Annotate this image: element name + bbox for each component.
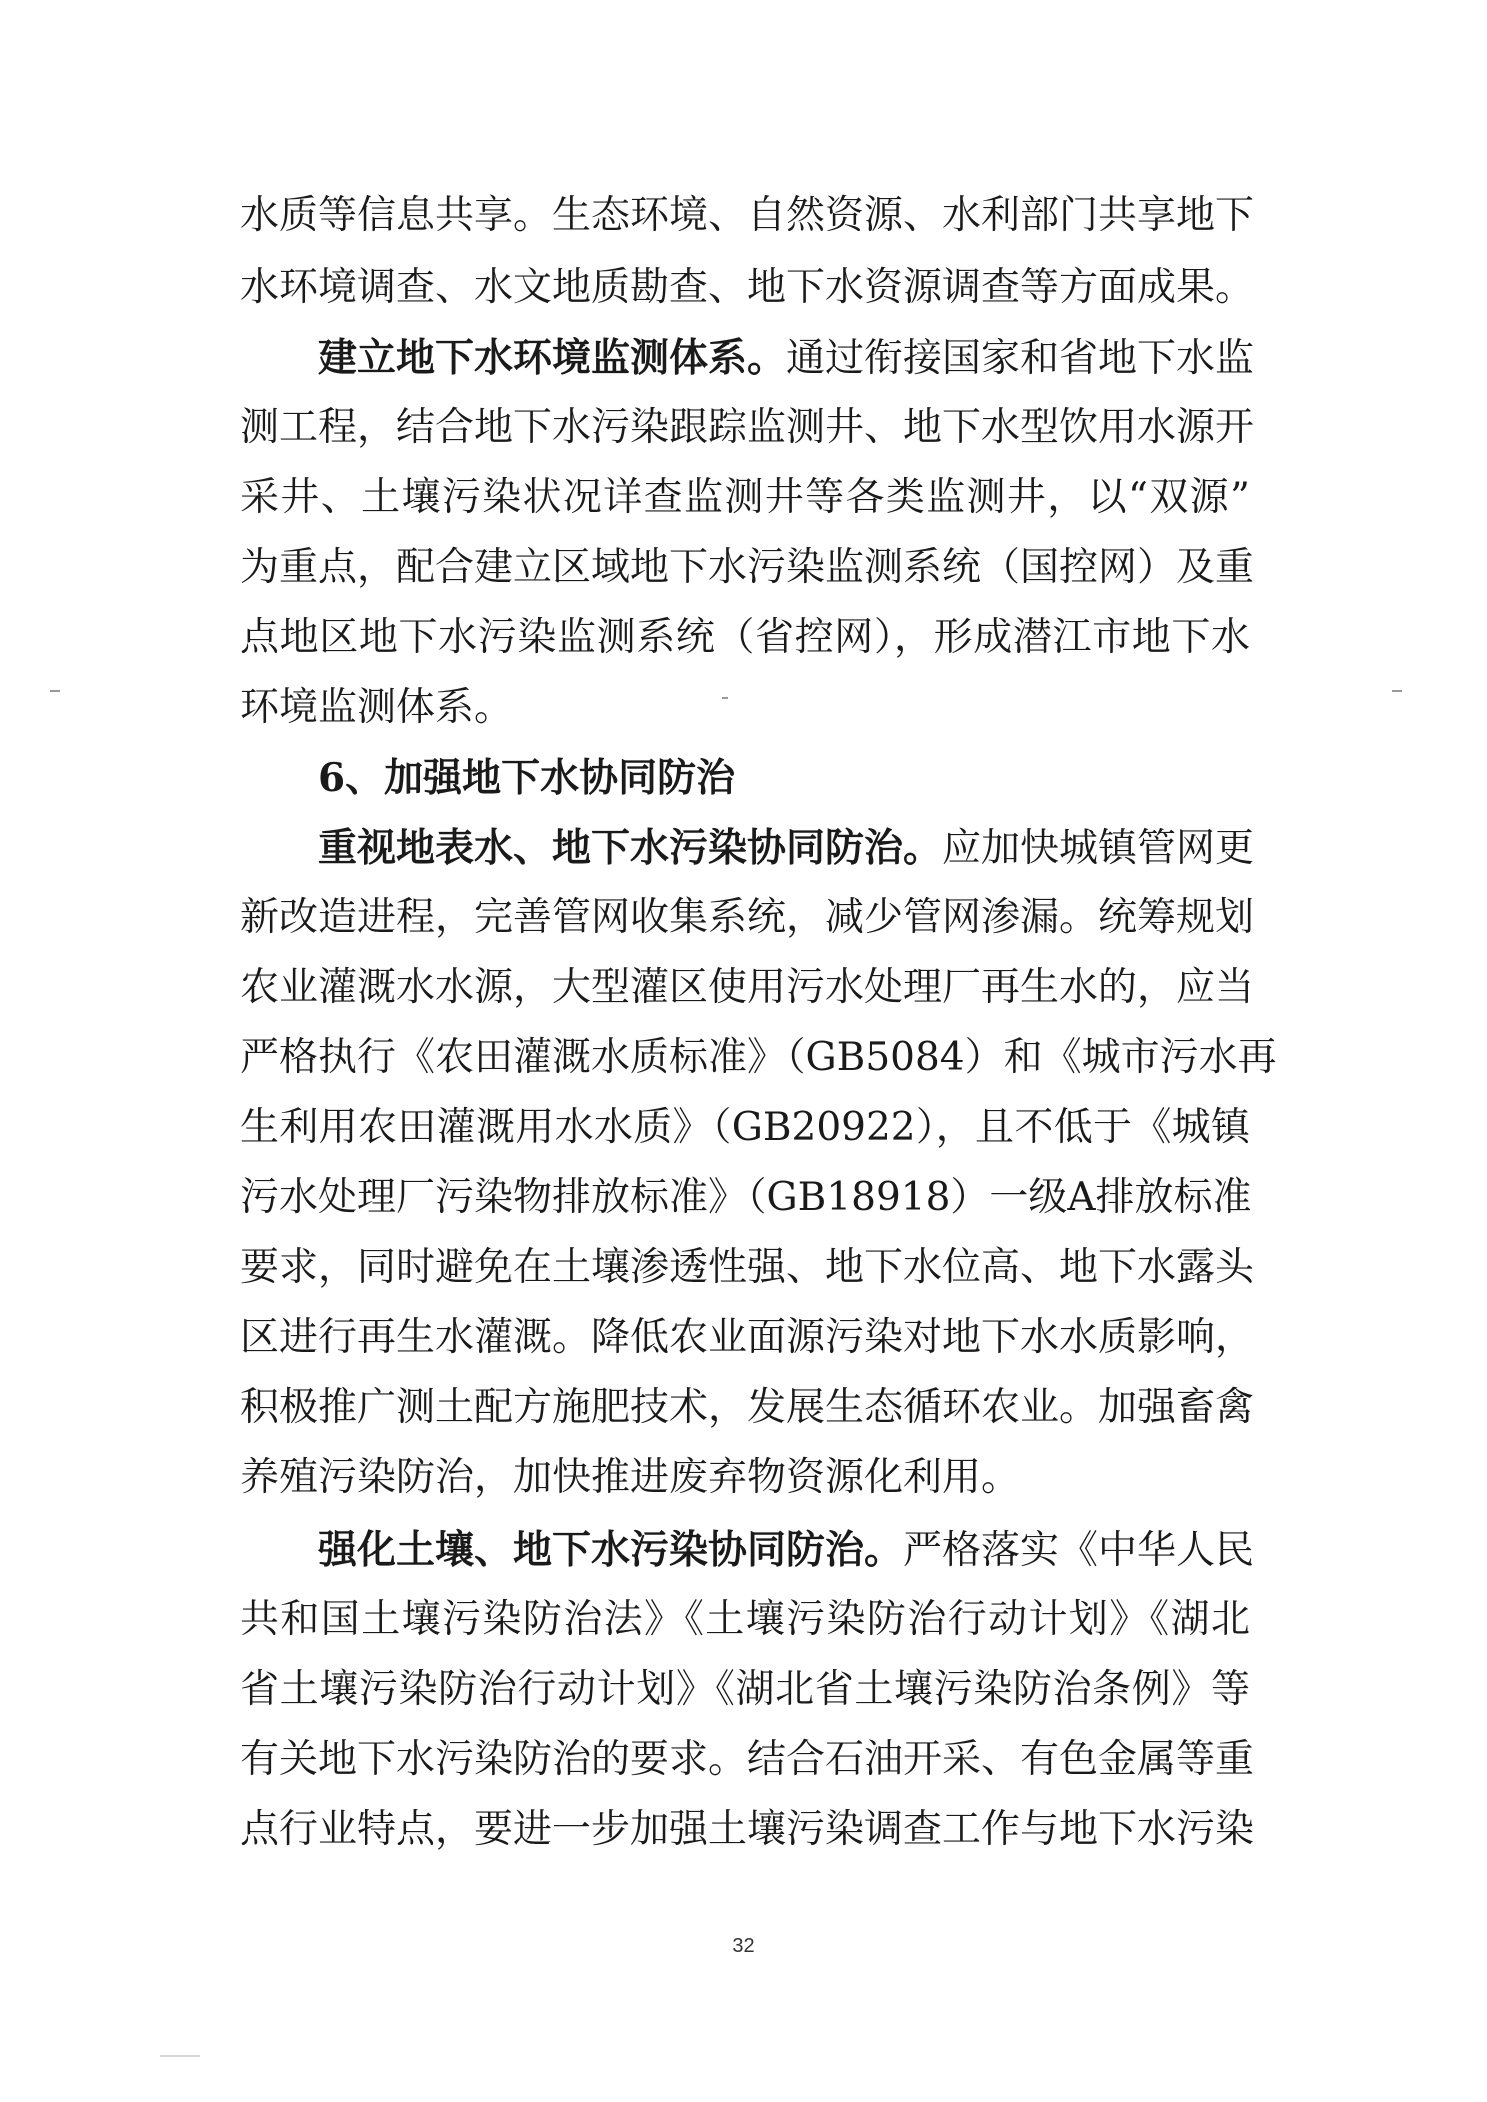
p3-line-4: 严格执行《农田灌溉水质标准》（GB5084）和《城市污水再	[240, 1035, 1277, 1080]
p3-lead: 重视地表水、地下水污染协同防治。	[318, 825, 943, 871]
scan-speck	[722, 697, 728, 699]
p4-line-2: 共和国土壤污染防治法》《土壤污染防治行动计划》《湖北	[240, 1597, 1250, 1642]
p2-line-6: 环境监测体系。	[240, 685, 514, 730]
p2-line-5: 点地区地下水污染监测系统（省控网），形成潜江市地下水	[240, 615, 1250, 660]
p3-line-9: 积极推广测土配方施肥技术，发展生态循环农业。加强畜禽	[240, 1385, 1255, 1430]
p3-line-8: 区进行再生水灌溉。降低农业面源污染对地下水水质影响，	[240, 1315, 1255, 1360]
p2-line-1	[318, 334, 1255, 383]
p3-line-1-rest: 应加快城镇管网更	[942, 826, 1255, 871]
p2-line-1-rest: 通过衔接国家和省地下水监	[786, 336, 1255, 381]
p1-line-1: 水质等信息共享。生态环境、自然资源、水利部门共享地下	[240, 193, 1255, 238]
p3-line-6: 污水处理厂污染物排放标准》（GB18918）一级A排放标准	[240, 1175, 1252, 1220]
p4-line-1	[318, 1526, 1255, 1575]
p3-line-7: 要求，同时避免在土壤渗透性强、地下水位高、地下水露头	[240, 1245, 1255, 1290]
p2-line-2: 测工程，结合地下水污染跟踪监测井、地下水型饮用水源开	[240, 405, 1255, 450]
scan-speck	[1392, 690, 1402, 692]
p3-line-5: 生利用农田灌溉用水水质》（GB20922），且不低于《城镇	[240, 1105, 1250, 1150]
p3-line-1	[318, 824, 1255, 873]
p3-line-10: 养殖污染防治，加快推进废弃物资源化利用。	[240, 1455, 1021, 1500]
p2-line-3: 采井、土壤污染状况详查监测井等各类监测井，以“双源”	[240, 475, 1250, 520]
p4-line-4: 有关地下水污染防治的要求。结合石油开采、有色金属等重	[240, 1737, 1255, 1782]
p4-line-3: 省土壤污染防治行动计划》《湖北省土壤污染防治条例》等	[240, 1667, 1250, 1712]
p4-line-5: 点行业特点，要进一步加强土壤污染调查工作与地下水污染	[240, 1807, 1255, 1852]
p2-lead: 建立地下水环境监测体系。	[318, 335, 787, 381]
scan-speck	[160, 2055, 200, 2057]
p3-line-3: 农业灌溉水水源，大型灌区使用污水处理厂再生水的，应当	[240, 965, 1255, 1010]
p1-line-2: 水环境调查、水文地质勘查、地下水资源调查等方面成果。	[240, 265, 1255, 310]
page-number: 32	[732, 1935, 755, 1957]
p4-line-1-rest: 严格落实《中华人民	[903, 1528, 1255, 1573]
p3-line-2: 新改造进程，完善管网收集系统，减少管网渗漏。统筹规划	[240, 895, 1255, 940]
scan-speck	[50, 690, 60, 692]
section-heading: 6、加强地下水协同防治	[318, 755, 736, 801]
p2-line-4: 为重点，配合建立区域地下水污染监测系统（国控网）及重	[240, 545, 1255, 590]
p4-lead: 强化土壤、地下水污染协同防治。	[318, 1527, 904, 1573]
